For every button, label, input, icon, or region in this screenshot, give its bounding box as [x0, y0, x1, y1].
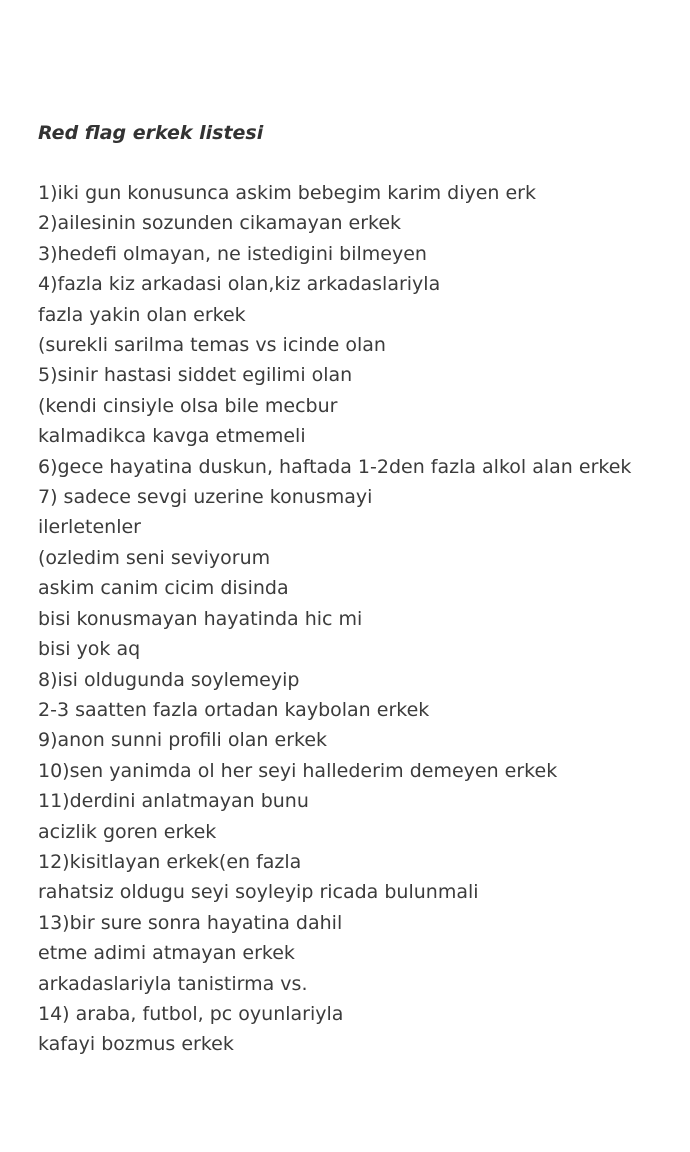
- note-line: fazla yakin olan erkek: [38, 303, 246, 326]
- note-title: Red flag erkek listesi: [38, 122, 264, 144]
- note-line: rahatsiz oldugu seyi soyleyip ricada bulunmali: [38, 881, 479, 904]
- note-line: bisi konusmayan hayatinda hic mi: [38, 607, 363, 630]
- note-body: [38, 118, 678, 1060]
- note-line: 11)derdini anlatmayan bunu: [38, 790, 309, 813]
- note-line: 4)fazla kiz arkadasi olan,kiz arkadaslariyla: [38, 273, 441, 296]
- note-line: acizlik goren erkek: [38, 820, 217, 843]
- note-line: ilerletenler: [38, 516, 141, 539]
- note-line: 7) sadece sevgi uzerine konusmayi: [38, 486, 373, 509]
- note-line: 10)sen yanimda ol her seyi hallederim demeyen erkek: [38, 759, 558, 782]
- note-line: 3)hedefi olmayan, ne istedigini bilmeyen: [38, 242, 427, 265]
- note-line: askim canim cicim disinda: [38, 577, 289, 600]
- note-line: kalmadikca kavga etmemeli: [38, 425, 306, 448]
- note-line: 9)anon sunni profili olan erkek: [38, 729, 328, 752]
- note-line: 13)bir sure sonra hayatina dahil: [38, 911, 343, 934]
- note-line: arkadaslariyla tanistirma vs.: [38, 972, 308, 995]
- note-line: etme adimi atmayan erkek: [38, 942, 295, 965]
- note-line: 5)sinir hastasi siddet egilimi olan: [38, 364, 353, 387]
- note-line: 2)ailesinin sozunden cikamayan erkek: [38, 212, 402, 235]
- note-line: 6)gece hayatina duskun, haftada 1-2den fazla alkol alan erkek: [38, 455, 632, 478]
- note-line: 2-3 saatten fazla ortadan kaybolan erkek: [38, 698, 430, 721]
- note-line: (ozledim seni seviyorum: [38, 546, 271, 569]
- note-line: 8)isi oldugunda soylemeyip: [38, 668, 300, 691]
- note-lines: [38, 178, 678, 1060]
- note-line: 12)kisitlayan erkek(en fazla: [38, 850, 302, 873]
- note-line: 14) araba, futbol, pc oyunlariyla: [38, 1002, 344, 1025]
- note-line: (surekli sarilma temas vs icinde olan: [38, 334, 386, 357]
- note-line: (kendi cinsiyle olsa bile mecbur: [38, 394, 338, 417]
- note-line: bisi yok aq: [38, 638, 141, 661]
- note-line: 1)iki gun konusunca askim bebegim karim diyen erk: [38, 182, 536, 204]
- note-line: kafayi bozmus erkek: [38, 1033, 234, 1056]
